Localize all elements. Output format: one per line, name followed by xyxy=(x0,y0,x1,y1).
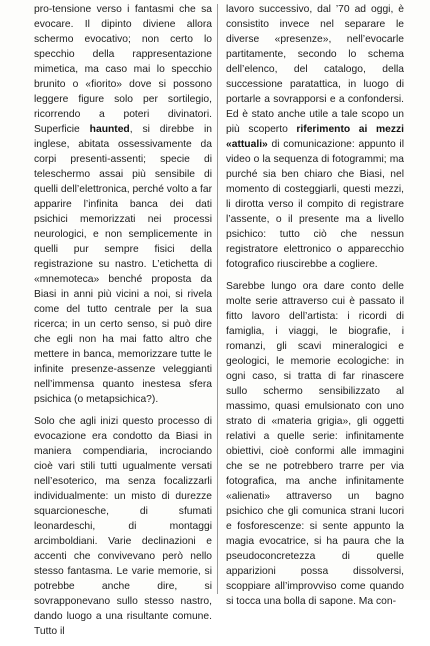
right-column xyxy=(226,2,404,616)
column-divider xyxy=(217,4,218,594)
text-run: Sarebbe lungo ora dare conto delle molte serie attraverso cui è passato il fitto lavoro dell’artista: i ricordi di famiglia, i viaggi, le biografie, i romanzi, gli scavi mineralogici e geologici, le memorie ecologiche: in ogni caso, si tratta di far rinascere sullo schermo sensibilizzato al massimo, quasi emulsionato con uno strato di «materia grigia», gli oggetti relativi a quelle serie: infinitamente obiettivi, cioè conformi alle immagini che se ne potrebbero trarre per via fotografica, ma anche infinitamente «alienati» attraverso un bagno psichico che gli comunica strani lucori e fosforescenze: si sente appunto la magia evocatrice, si ha paura che la pseudoconcretezza di quelle apparizioni possa dissolversi, scoppiare all’improvviso come quando si tocca una bolla di sapone. Ma con- xyxy=(226,281,404,607)
text-run: Solo che agli inizi questo processo di evocazione era condotto da Biasi in maniera compendiaria, incrociando cioè vari stili tutti ugualmente versati nell’esoterico, ma senza focalizzarli individualmente: un misto di durezze squarcionesche, di sfumati leonardeschi, di montaggi arcimboldiani. Varie declinazioni e accenti che convivevano però nello stesso fantasma. Le varie memorie, si potrebbe anche dire, si sovrapponevano sullo stesso nastro, dando luogo a una risultante comune. Tutto il xyxy=(34,416,212,637)
bold-text: haunted xyxy=(89,124,130,135)
left-column xyxy=(34,2,212,646)
text-run: , si direbbe in inglese, abitata ossessivamente da corpi presenti-assenti; specie di teleschermo assai più sensibile di quelli dell’elettronica, perché volto a far apparire l’infinita banca dei dati psichici memorizzati nei processi neurologici, e non semplicemente in quelli pur sempre fisici della registrazione su nastro. L’etichetta di «mnemoteca» benché proposta da Biasi in anni più vicini a noi, si rivela come del tutto centrale per la sua ricerca; in un certo senso, si può dire che egli non ha mai fatto altro che mettere in banca, memorizzare tutte le infinite presenze-assenze veleggianti nell’immensa quanto inestesa sfera psichica (o metapsichica?). xyxy=(34,124,213,405)
paragraph xyxy=(226,279,404,609)
bold-text: riferimento ai mezzi «attuali» xyxy=(226,124,404,150)
paragraph xyxy=(34,414,212,639)
text-run: pro-tensione verso i fantasmi che sa evocare. Il dipinto diviene allora schermo evocativo; non certo lo specchio della rappresentazione mimetica, ma caso mai lo specchio brunito o «fiorito» dove si possono leggere figure solo per sortilegio, ricorrendo a poteri divinatori. Superficie xyxy=(34,4,212,135)
paragraph xyxy=(34,2,212,407)
paragraph xyxy=(226,2,404,272)
text-run: lavoro successivo, dal ’70 ad oggi, è consistito invece nel separare le diverse «presenze», nell’evocarle partitamente, secondo lo schema dell’elenco, del catalogo, della successione paratattica, in luogo di portarle a sovrapporsi e a confondersi. Ed è stato anche utile a tale scopo un più scoperto xyxy=(226,4,404,135)
text-run: di comunicazione: appunto il video o la sequenza di fotogrammi; ma purché sia ben chiaro che Biasi, nel momento di costeggiarli, questi mezzi, li dirotta verso il compito di registrare l’assente, o il presente ma a livello psichico: tutto ciò che nessun registratore elettronico o apparecchio fotografico riuscirebbe a cogliere. xyxy=(226,139,404,270)
